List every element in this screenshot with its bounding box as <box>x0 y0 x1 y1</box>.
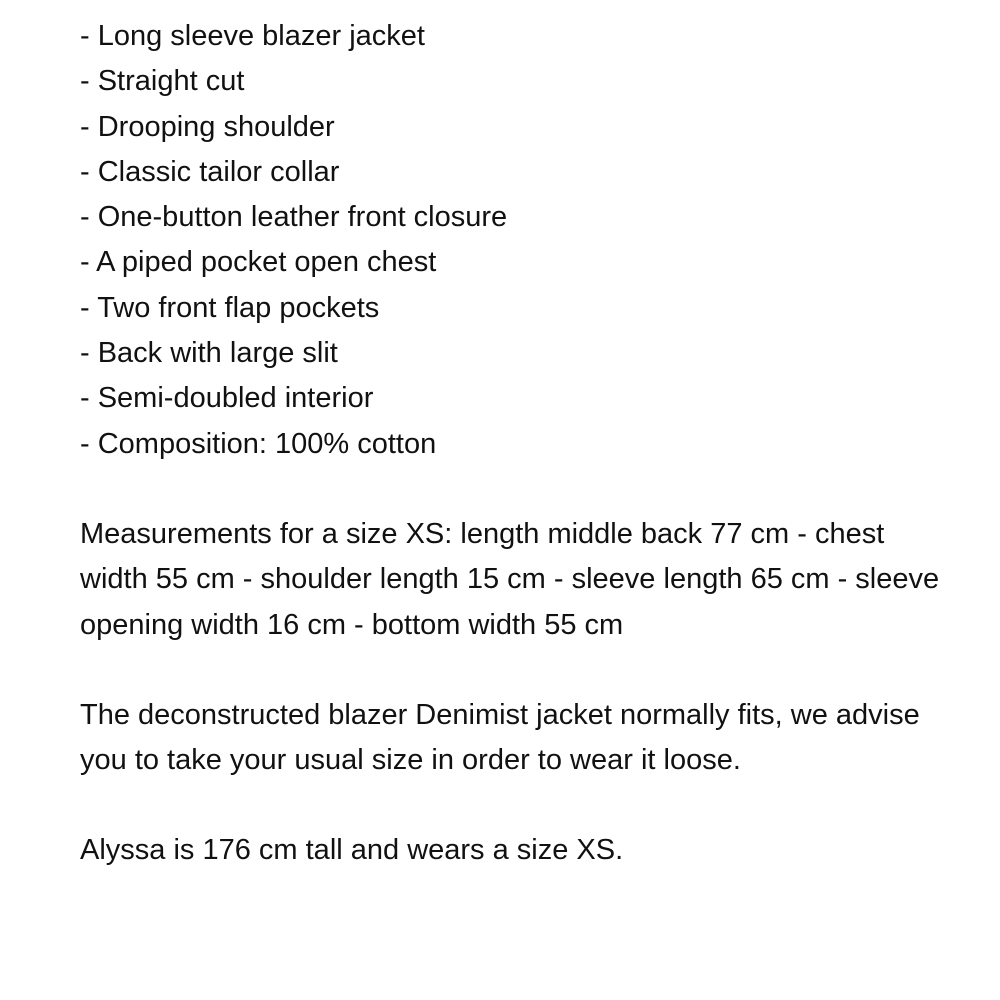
feature-item: - Composition: 100% cotton <box>80 427 437 460</box>
feature-item: - Classic tailor collar <box>80 155 340 188</box>
feature-list <box>80 14 940 467</box>
feature-item: - Long sleeve blazer jacket <box>80 20 425 52</box>
feature-item: - Back with large slit <box>80 337 338 370</box>
fit-advice-paragraph: The deconstructed blazer Denimist jacket normally fits, we advise you to take your usual size in order to wear it loose. <box>80 698 920 777</box>
spacer <box>80 467 940 512</box>
spacer <box>80 783 940 828</box>
feature-item: - Drooping shoulder <box>80 110 335 143</box>
measurements-paragraph: Measurements for a size XS: length middle back 77 cm - chest width 55 cm - shoulder length 15 cm - sleeve length 65 cm - sleeve opening width 16 cm - bottom width 55 cm <box>80 517 940 641</box>
feature-item: - Straight cut <box>80 65 245 98</box>
feature-item: - Two front flap pockets <box>80 291 380 324</box>
model-info-paragraph: Alyssa is 176 cm tall and wears a size XS. <box>80 834 624 867</box>
feature-item: - One-button leather front closure <box>80 201 508 234</box>
feature-item: - A piped pocket open chest <box>80 246 437 279</box>
feature-item: - Semi-doubled interior <box>80 382 374 415</box>
product-description <box>80 14 940 874</box>
spacer <box>80 648 940 693</box>
